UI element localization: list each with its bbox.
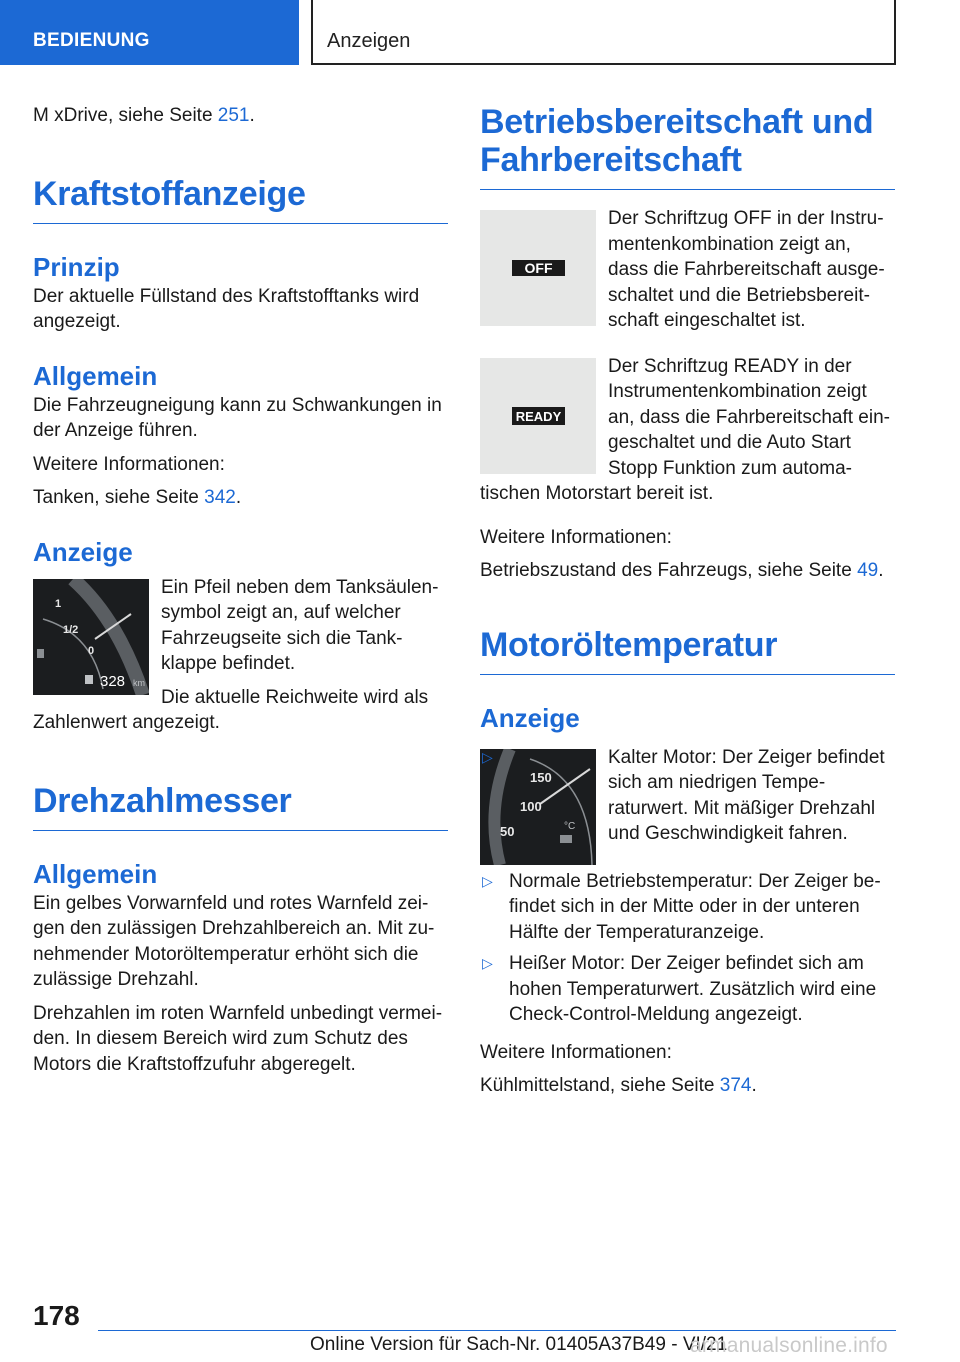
oil-label-150: 150 <box>530 769 552 785</box>
page-link-251[interactable]: 251 <box>217 105 250 126</box>
oil-block <box>480 745 895 1028</box>
weitere-info-3: Weitere Informationen: <box>480 1041 672 1063</box>
off-label: OFF <box>524 260 553 276</box>
heading-allgemein-2: Allgemein <box>33 858 158 889</box>
tanken-paragraph <box>33 485 448 511</box>
heading-anzeige-1: Anzeige <box>33 536 133 567</box>
fuel-range-unit: km <box>133 677 145 688</box>
heading-drehzahlmesser: Drehzahlmesser <box>33 782 448 831</box>
ready-indicator-image <box>480 358 596 474</box>
heading-allgemein-1: Allgemein <box>33 360 158 391</box>
heading-prinzip: Prinzip <box>33 251 120 282</box>
tanken-text: Tanken, siehe Seite <box>33 487 205 508</box>
intro-text: M xDrive, siehe Seite <box>33 105 218 126</box>
kuehl-paragraph <box>480 1073 895 1099</box>
prinzip-text: Der aktuelle Füllstand des Kraftstofftanks wird angezeigt. <box>33 285 420 332</box>
heading-betriebsbereitschaft: Betriebsbereitschaft und Fahrbereitschaft <box>480 103 895 190</box>
fuel-pump-icon <box>37 649 44 658</box>
fuel-label-0: 0 <box>88 644 95 657</box>
weitere-info-2: Weitere Informationen: <box>480 526 672 548</box>
bullet-triangle-icon: ▷ <box>482 955 493 971</box>
heading-motoroeltemperatur: Motoröltemperatur <box>480 626 895 675</box>
weitere-info-1: Weitere Informationen: <box>33 453 225 475</box>
footer-online-version: Online Version für Sach-Nr. 01405A37B49 - VI/21 <box>310 1334 728 1355</box>
ready-indicator-graphic <box>480 358 596 474</box>
header-chapter-label: Anzeigen <box>327 30 411 52</box>
off-indicator-image <box>480 210 596 326</box>
anzeige-1-p1: Ein Pfeil neben dem Tanksäulensymbol zeigt an, auf welcher Fahrzeugseite sich die Tankklappe befindet. <box>161 576 439 674</box>
bullet-cold-text: Kalter Motor: Der Zeiger befindet sich am niedrigen Temperaturwert. Mit mäßiger Drehzahl und Geschwindigkeit fahren. <box>608 746 885 844</box>
oil-temp-unit: °C <box>564 820 576 832</box>
fuel-pump-small-icon <box>85 675 93 684</box>
rpm-paragraph-1: Ein gelbes Vorwarnfeld und rotes Warnfeld zeigen den zulässigen Drehzahlbereich an. Mit zunehmender Motoröltemperatur erhöht sich die zulässige Drehzahl. <box>33 892 435 990</box>
bullet-item-normal <box>480 869 895 946</box>
bullet-triangle-icon: ▷ <box>482 872 493 889</box>
zustand-end: . <box>878 560 884 581</box>
watermark: armanualsonline.info <box>690 1334 888 1357</box>
oil-temp-bullets <box>480 745 895 1028</box>
intro-paragraph <box>33 103 448 129</box>
intro-end: . <box>249 105 255 126</box>
heading-anzeige-2: Anzeige <box>480 702 580 733</box>
header-section-tab <box>0 0 299 65</box>
heading-kraftstoffanzeige: Kraftstoffanzeige <box>33 175 448 224</box>
fuel-gauge-graphic <box>33 579 149 695</box>
anzeige-1-p2: Die aktuelle Reichweite wird als Zahlenwert angezeigt. <box>33 686 429 733</box>
header-chapter-box <box>311 0 896 65</box>
zustand-paragraph <box>480 558 895 584</box>
rpm-paragraph-2: Drehzahlen im roten Warnfeld unbedingt vermeiden. In diesem Bereich wird zum Schutz des Motors die Kraftstoffzufuhr abgeregelt. <box>33 1002 443 1075</box>
fuel-label-half: 1/2 <box>63 623 79 636</box>
oil-label-50: 50 <box>500 823 515 839</box>
kuehl-text: Kühlmittelstand, siehe Seite <box>480 1075 720 1096</box>
bullet-item-hot <box>480 951 895 1028</box>
ready-label: READY <box>515 408 562 424</box>
bullet-hot-text: Heißer Motor: Der Zeiger befindet sich am hohen Temperaturwert. Zusätzlich wird eine Check-Control-Meldung angezeigt. <box>509 953 877 1025</box>
page-link-374[interactable]: 374 <box>719 1075 752 1096</box>
off-block <box>480 206 895 334</box>
kuehl-end: . <box>751 1075 757 1096</box>
off-text: Der Schriftzug OFF in der Instrumentenkombination zeigt an, dass die Fahrbereitschaft ausgeschaltet und die Betriebsbereitschaft eingeschaltet ist. <box>608 208 885 331</box>
fuel-label-1: 1 <box>55 597 62 610</box>
anzeige-1-block <box>33 575 448 736</box>
footer-rule <box>98 1330 896 1331</box>
ready-text: Der Schriftzug READY in der Instrumentenkombination zeigt an, dass die Fahrbereitschaft eingeschaltet und die Auto Start Stopp Funktion zum automatischen Motorstart bereit ist. <box>480 355 890 504</box>
allgemein-1-text: Die Fahrzeugneigung kann zu Schwankungen in der Anzeige führen. <box>33 394 442 441</box>
bullet-item-cold <box>480 745 895 847</box>
left-column <box>33 100 448 1077</box>
fuel-range-value: 328 <box>100 672 126 690</box>
page-link-49[interactable]: 49 <box>857 560 879 581</box>
zustand-text: Betriebszustand des Fahrzeugs, siehe Seite <box>480 560 858 581</box>
header-section-label: BEDIENUNG <box>33 30 150 51</box>
right-column <box>480 100 895 1099</box>
off-indicator-graphic <box>480 210 596 326</box>
oil-label-100: 100 <box>520 798 542 814</box>
page-link-342[interactable]: 342 <box>204 487 236 508</box>
ready-block <box>480 354 895 507</box>
fuel-gauge-image <box>33 579 149 695</box>
page-number: 178 <box>33 1300 80 1331</box>
tanken-end: . <box>235 487 242 508</box>
bullet-normal-text: Normale Betriebstemperatur: Der Zeiger befindet sich in der Mitte oder in der unteren Hälfte der Temperaturanzeige. <box>509 870 881 943</box>
bullet-triangle-icon: ▷ <box>482 748 493 765</box>
